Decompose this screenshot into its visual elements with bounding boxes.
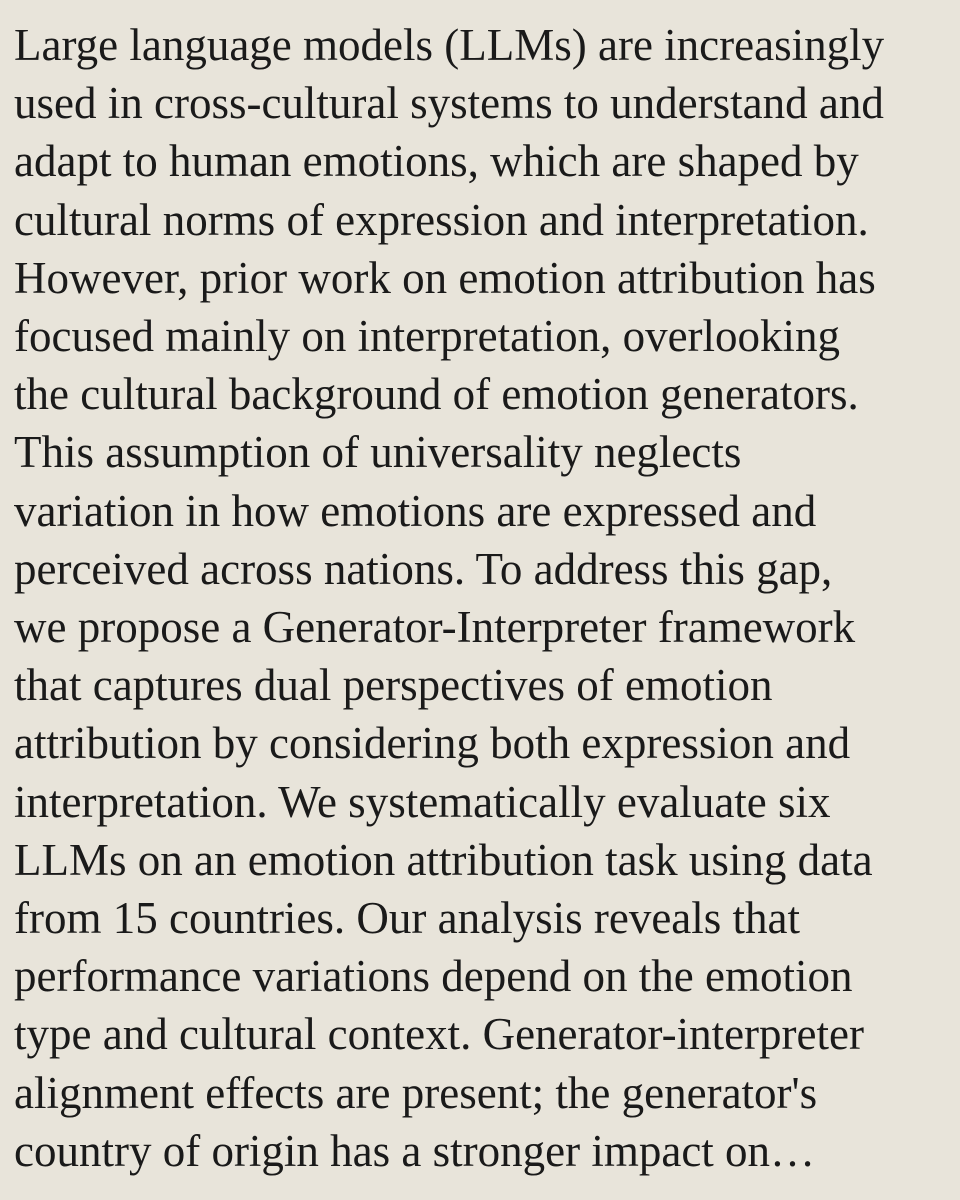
abstract-line: that captures dual perspectives of emotion xyxy=(14,660,773,711)
abstract-line: alignment effects are present; the generator's xyxy=(14,1067,818,1118)
abstract-line: type and cultural context. Generator-interpreter xyxy=(14,1009,864,1060)
abstract-line: we propose a Generator-Interpreter framework xyxy=(14,602,856,653)
abstract-line: Large language models (LLMs) are increasingly xyxy=(14,20,885,70)
abstract-line: LLMs on an emotion attribution task using data xyxy=(14,834,873,885)
abstract-line: the cultural background of emotion generators. xyxy=(14,369,859,420)
abstract-line: used in cross-cultural systems to understand and xyxy=(14,78,884,129)
abstract-line: adapt to human emotions, which are shaped by xyxy=(14,136,859,187)
abstract-text xyxy=(14,16,948,1180)
abstract-line: interpretation. We systematically evaluate six xyxy=(14,776,831,827)
abstract-line: attribution by considering both expression and xyxy=(14,718,851,769)
abstract-line: perceived across nations. To address this gap, xyxy=(14,543,833,594)
abstract-line: performance variations depend on the emotion xyxy=(14,951,853,1002)
abstract-line: However, prior work on emotion attribution has xyxy=(14,252,876,303)
abstract-line: variation in how emotions are expressed and xyxy=(14,485,817,536)
abstract-line: focused mainly on interpretation, overlooking xyxy=(14,311,841,362)
abstract-line: from 15 countries. Our analysis reveals that xyxy=(14,893,801,944)
abstract-line: This assumption of universality neglects xyxy=(14,427,742,478)
abstract-line: country of origin has a stronger impact on… xyxy=(14,1125,816,1176)
abstract-line: cultural norms of expression and interpretation. xyxy=(14,194,869,245)
